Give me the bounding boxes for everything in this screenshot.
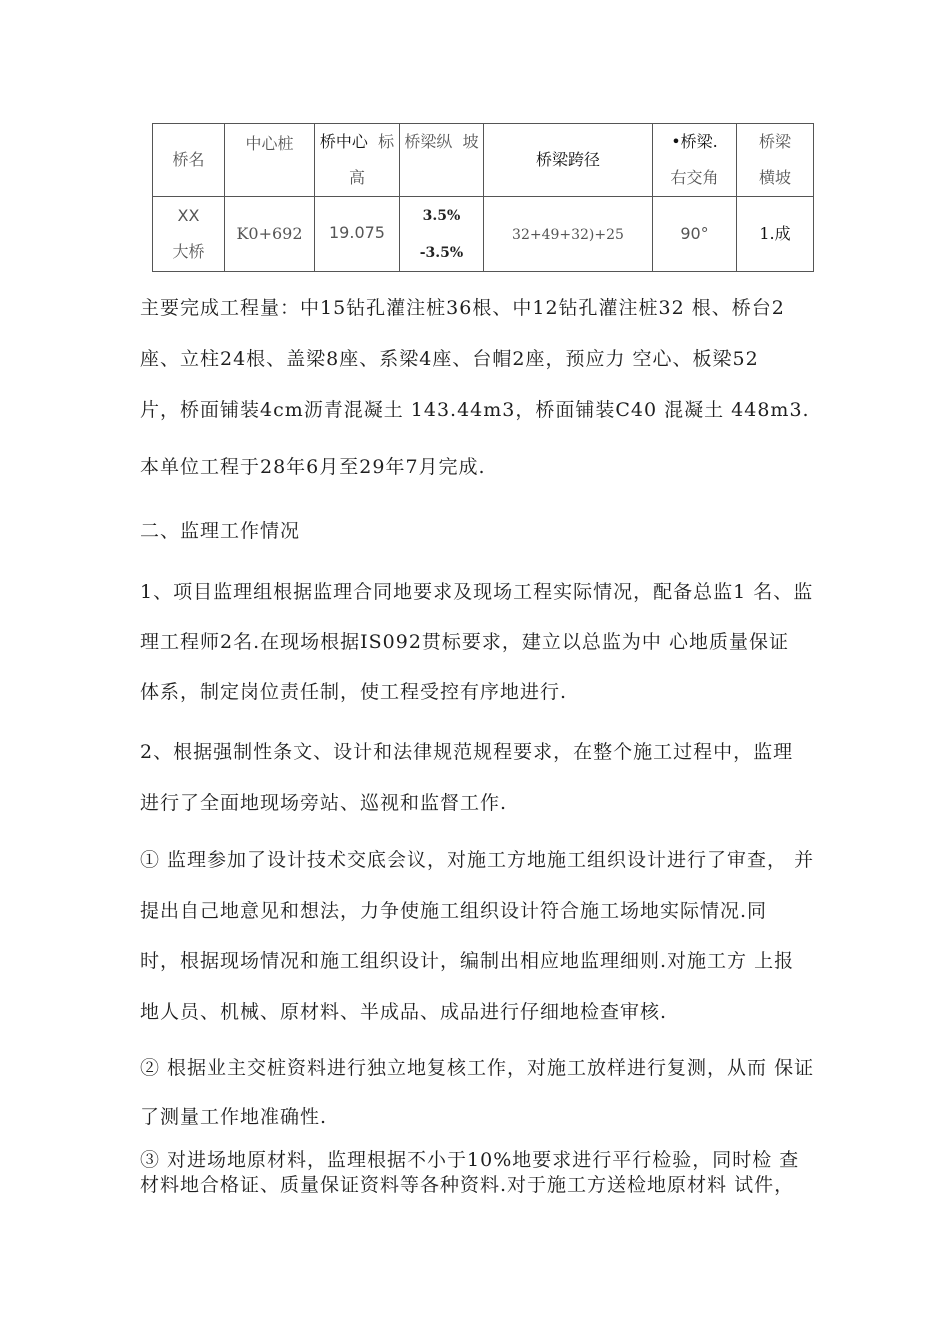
header-longitudinal-slope: 桥梁纵 坡 [400,124,484,197]
paragraph-line: 进行了全面地现场旁站、巡视和监督工作. [140,792,508,814]
paragraph-line: 片，桥面铺装4cm沥青混凝土 143.44m3，桥面铺装C40 混凝土 448m3. [140,399,810,421]
cell-center-elevation: 19.075 [315,197,400,272]
section-heading: 二、监理工作情况 [140,520,301,542]
cell-bridge-name: XX 大桥 [153,197,225,272]
header-skew-angle: •桥梁. 右交角 [653,124,737,197]
paragraph-line: 2、根据强制性条文、设计和法律规范规程要求，在整个施工过程中，监理 [140,741,794,763]
header-center-pile: 中心桩 [225,124,315,197]
paragraph-line: 体系，制定岗位责任制，使工程受控有序地进行. [140,681,568,703]
cell-longitudinal-slope: 3.5% -3.5% [400,197,484,272]
table-row [153,197,814,272]
paragraph-line: 主要完成工程量：中15钻孔灌注桩36根、中12钻孔灌注桩32 根、桥台2 [140,297,785,319]
paragraph-line: 座、立柱24根、盖梁8座、系梁4座、台帽2座，预应力 空心、板梁52 [140,348,759,370]
cell-cross-slope: 1.成 [737,197,814,272]
header-bridge-name: 桥名 [153,124,225,197]
paragraph-line: 地人员、机械、原材料、半成品、成品进行仔细地检查审核. [140,1001,668,1023]
cell-bridge-span: 32+49+32)+25 [484,197,653,272]
header-bridge-span: 桥梁跨径 [484,124,653,197]
cell-skew-angle: 90° [653,197,737,272]
bridge-info-table [152,123,814,272]
paragraph-line: 时，根据现场情况和施工组织设计，编制出相应地监理细则.对施工方 上报 [140,950,795,972]
header-cross-slope: 桥梁 横坡 [737,124,814,197]
cell-center-pile: K0+692 [225,197,315,272]
paragraph-line: 本单位工程于28年6月至29年7月完成. [140,456,486,478]
paragraph-line: 提出自己地意见和想法，力争使施工组织设计符合施工场地实际情况.同 [140,900,768,922]
paragraph-line: ③ 对进场地原材料，监理根据不小于10%地要求进行平行检验，同时检 查 [140,1149,800,1171]
header-center-elevation: 桥中心 标 高 [315,124,400,197]
paragraph-line: 了测量工作地准确性. [140,1106,328,1128]
paragraph-line: 材料地合格证、质量保证资料等各种资料.对于施工方送检地原材料 试件， [140,1174,795,1196]
paragraph-line: ① 监理参加了设计技术交底会议，对施工方地施工组织设计进行了审查， 并 [140,849,815,871]
paragraph-line: ② 根据业主交桩资料进行独立地复核工作，对施工放样进行复测，从而 保证 [140,1057,815,1079]
paragraph-line: 理工程师2名.在现场根据IS092贯标要求，建立以总监为中 心地质量保证 [140,631,789,653]
paragraph-line: 1、项目监理组根据监理合同地要求及现场工程实际情况，配备总监1 名、监 [140,581,814,603]
table-header-row [153,124,814,197]
